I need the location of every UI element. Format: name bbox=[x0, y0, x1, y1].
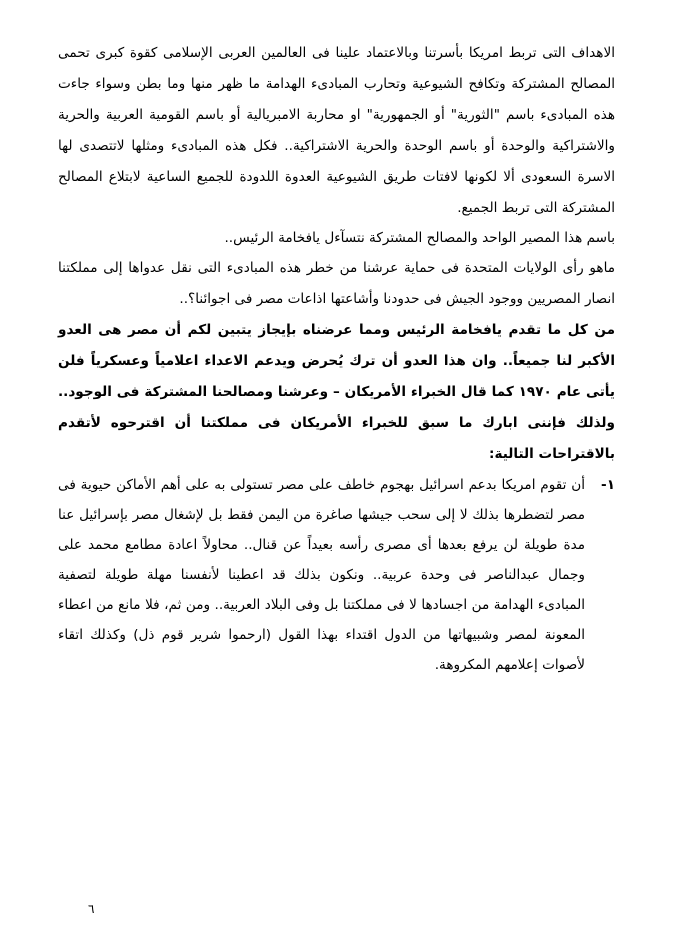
page-number: ٦ bbox=[88, 902, 95, 916]
paragraph-conclusion: من كل ما تقدم يافخامة الرئيس ومما عرضناه بإيجاز يتبين لكم أن مصر هى العدو الأكبر لنا جميعاً.. وان هذا العدو أن ترك يُحرض ويدعم الاعداء اعلامياً وعسكرياً فلن يأتى عام ١٩٧٠ كما قال الخبراء الأمريكان – وعرشنا ومصالحنا المشتركة فى الوجود.. ولذلك فإننى ابارك ما سبق للخبراء الأمريكان فى مملكتنا أن اقترحوه لأتقدم بالاقتراحات التالية: bbox=[58, 322, 616, 462]
document-body bbox=[58, 38, 615, 680]
list-item bbox=[58, 470, 615, 680]
paragraph-us-opinion: ماهو رأى الولايات المتحدة فى حماية عرشنا من خطر هذه المبادىء التى نقل عدواها إلى مملكتنا انصار المصريين ووجود الجيش فى حدودنا وأشاعتها اذاعات مصر فى اجوائنا؟.. bbox=[58, 260, 615, 307]
paragraph-common-destiny: باسم هذا المصير الواحد والمصالح المشتركة نتسآءل يافخامة الرئيس.. bbox=[224, 230, 615, 246]
list-item-text: أن تقوم امريكا بدعم اسرائيل بهجوم خاطف على مصر تستولى به على أهم الأماكن حيوية فى مصر لتضطرها بذلك لا إلى سحب جيشها صاغرة من اليمن فقط بل لإشغال مصر بإسرائيل عنا مدة طويلة لن يرفع بعدها أى مصرى رأسه بعيداً عن قنال.. محاولاً اعادة مطامع محمد على وجمال عبدالناصر فى وحدة عربية.. ونكون بذلك قد اعطينا لأنفسنا مهلة طويلة لتصفية المبادىء الهدامة من اجسادها لا فى مملكتنا بل وفى البلاد العربية.. ومن ثم، فلا مانع من اعطاء المعونة لمصر وشبيهاتها من الدول اقتداء بهذا القول (ارحموا شرير قوم ذل) وكذلك اتقاء لأصوات إعلامهم المكروهة. bbox=[58, 477, 585, 673]
list-item-marker: ١- bbox=[601, 477, 615, 493]
paragraph-goals: الاهداف التى تربط امريكا بأسرتنا وبالاعتماد علينا فى العالمين العربى الإسلامى كقوة كبرى تحمى المصالح المشتركة وتكافح الشيوعية وتحارب المبادىء الهدامة ما ظهر منها وما بطن وسواء جاءت هذه المبادىء باسم "الثورية" أو الجمهورية" او محاربة الامبريالية أو باسم القومية العربية والحرية والاشتراكية والوحدة أو باسم الوحدة والحرية الاشتراكية.. فكل هذه المبادىء ومثلها لاتتصدى لها الاسرة السعودى ألا لكونها لافتات طريق الشيوعية العدوة اللدودة للجميع الساعية لابتلاع المصالح المشتركة التى تربط الجميع. bbox=[58, 45, 615, 216]
